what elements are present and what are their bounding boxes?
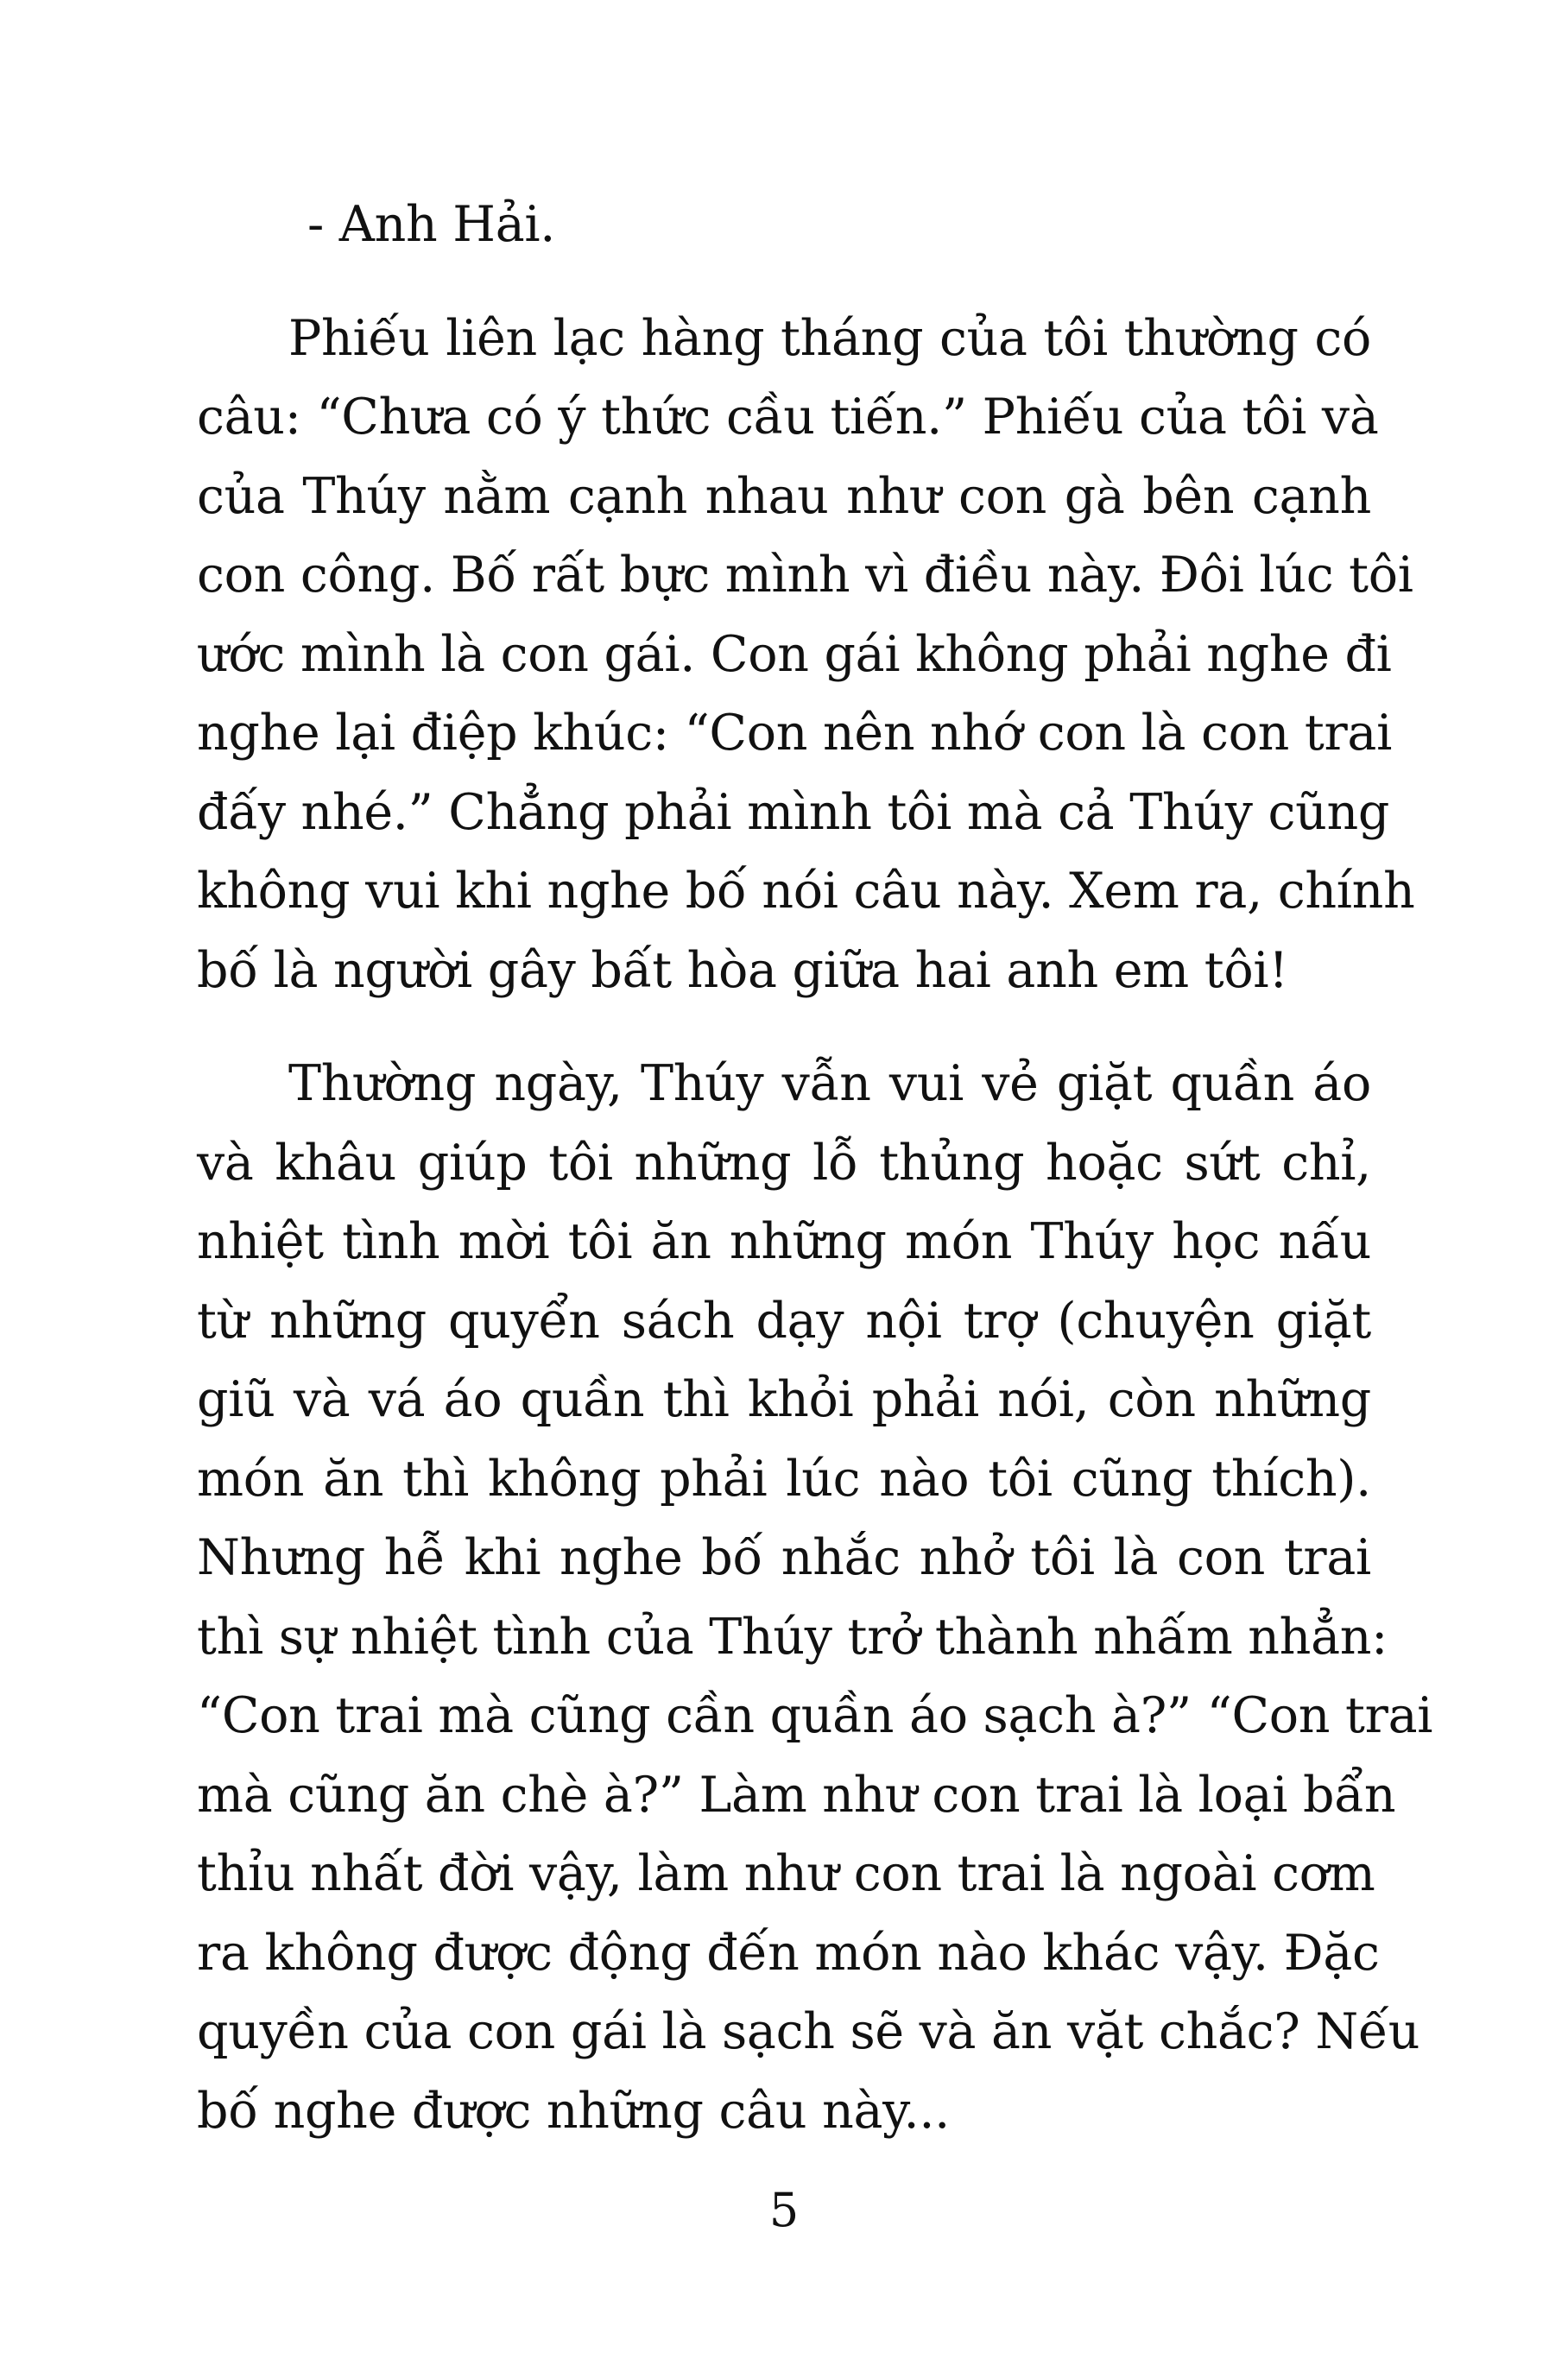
text-line: Thường ngày, Thúy vẫn vui vẻ giặt quần áo [288, 1055, 1371, 1112]
text-line: từ những quyển sách dạy nội trợ (chuyện giặt [197, 1292, 1371, 1350]
text-line: thì sự nhiệt tình của Thúy trở thành nhấm nhẳn: [197, 1608, 1388, 1666]
paragraph-1 [197, 300, 1415, 1011]
text-line: ra không được động đến món nào khác vậy. Đặc [197, 1924, 1380, 1982]
text-line: giũ và vá áo quần thì khỏi phải nói, còn những [197, 1371, 1371, 1428]
text-line: câu: “Chưa có ý thức cầu tiến.” Phiếu của tôi và [197, 389, 1379, 446]
text-line: không vui khi nghe bố nói câu này. Xem ra, chính [197, 863, 1415, 920]
text-line: nhiệt tình mời tôi ăn những món Thúy học nấu [197, 1213, 1371, 1270]
text-line: ước mình là con gái. Con gái không phải nghe đi [197, 625, 1392, 683]
text-line: đấy nhé.” Chẳng phải mình tôi mà cả Thúy cũng [197, 783, 1390, 841]
paragraph-2 [197, 1045, 1433, 2151]
text-line: Phiếu liên lạc hàng tháng của tôi thường có [288, 309, 1371, 367]
body-text [197, 186, 1433, 2151]
dialogue-line [307, 186, 1371, 265]
text-line: bố nghe được những câu này... [197, 2082, 950, 2140]
text-line: thỉu nhất đời vậy, làm như con trai là ngoài cơm [197, 1845, 1375, 1902]
page-number: 5 [768, 2183, 800, 2237]
text-line: - Anh Hải. [307, 196, 556, 253]
text-line: mà cũng ăn chè à?” Làm như con trai là loại bẩn [197, 1766, 1396, 1824]
text-line: bố là người gây bất hòa giữa hai anh em tôi! [197, 941, 1288, 999]
text-line: Nhưng hễ khi nghe bố nhắc nhở tôi là con trai [197, 1529, 1371, 1586]
text-line: “Con trai mà cũng cần quần áo sạch à?” “Con trai [197, 1687, 1433, 1744]
text-line: nghe lại điệp khúc: “Con nên nhớ con là con trai [197, 705, 1393, 762]
text-line: của Thúy nằm cạnh nhau như con gà bên cạnh [197, 467, 1371, 525]
text-line: món ăn thì không phải lúc nào tôi cũng thích). [197, 1450, 1371, 1508]
text-line: quyền của con gái là sạch sẽ và ăn vặt chắc? Nếu [197, 2003, 1420, 2060]
text-line: con công. Bố rất bực mình vì điều này. Đôi lúc tôi [197, 547, 1413, 604]
text-line: và khâu giúp tôi những lỗ thủng hoặc sứt chỉ, [197, 1134, 1371, 1192]
